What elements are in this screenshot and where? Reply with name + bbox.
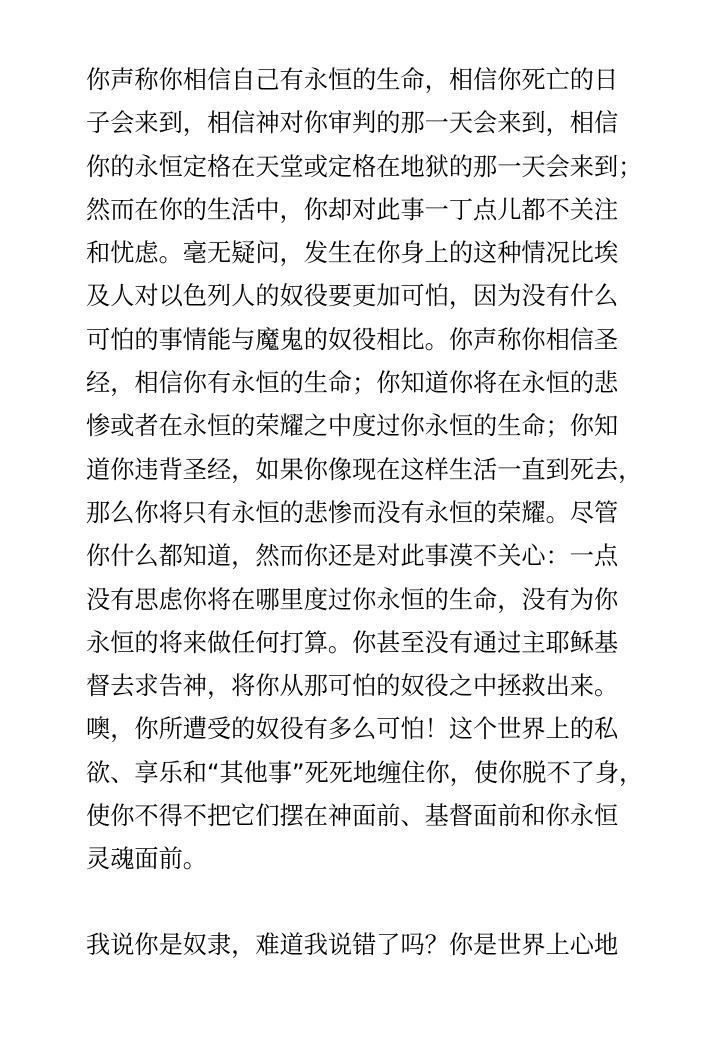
text-line: 你声称你相信自己有永恒的生命，相信你死亡的日 [86, 66, 619, 94]
text-line: 欲、享乐和“其他事”死死地缠住你，使你脱不了身， [86, 758, 644, 787]
text-line: 子会来到，相信神对你审判的那一天会来到，相信 [86, 109, 619, 138]
text-line: 你什么都知道，然而你还是对此事漠不关心：一点 [86, 542, 619, 571]
text-line: 那么你将只有永恒的悲惨而没有永恒的荣耀。尽管 [86, 498, 619, 527]
text-line: 灵魂面前。 [86, 845, 207, 874]
text-line: 经，相信你有永恒的生命；你知道你将在永恒的悲 [86, 369, 619, 398]
text-line: 道你违背圣经，如果你像现在这样生活一直到死去， [86, 455, 643, 484]
text-line: 惨或者在永恒的荣耀之中度过你永恒的生命；你知 [86, 412, 619, 441]
text-line: 永恒的将来做任何打算。你甚至没有通过主耶稣基 [86, 628, 619, 657]
text-line: 然而在你的生活中，你却对此事一丁点儿都不关注 [86, 195, 619, 224]
text-line: 噢，你所遭受的奴役有多么可怕！这个世界上的私 [86, 715, 619, 744]
text-line: 你的永恒定格在天堂或定格在地狱的那一天会来到； [86, 152, 643, 181]
text-line: 没有思虑你将在哪里度过你永恒的生命，没有为你 [86, 585, 619, 614]
text-line: 督去求告神，将你从那可怕的奴役之中拯救出来。 [86, 672, 619, 701]
text-line: 和忧虑。毫无疑问，发生在你身上的这种情况比埃 [86, 239, 619, 268]
text-line: 使你不得不把它们摆在神面前、基督面前和你永恒 [86, 802, 619, 831]
text-line: 我说你是奴隶，难道我说错了吗？你是世界上心地 [86, 931, 619, 959]
text-line: 可怕的事情能与魔鬼的奴役相比。你声称你相信圣 [86, 325, 619, 354]
paragraph [86, 924, 646, 967]
text-line: 及人对以色列人的奴役要更加可怕，因为没有什么 [86, 282, 619, 311]
paragraph [86, 59, 646, 882]
